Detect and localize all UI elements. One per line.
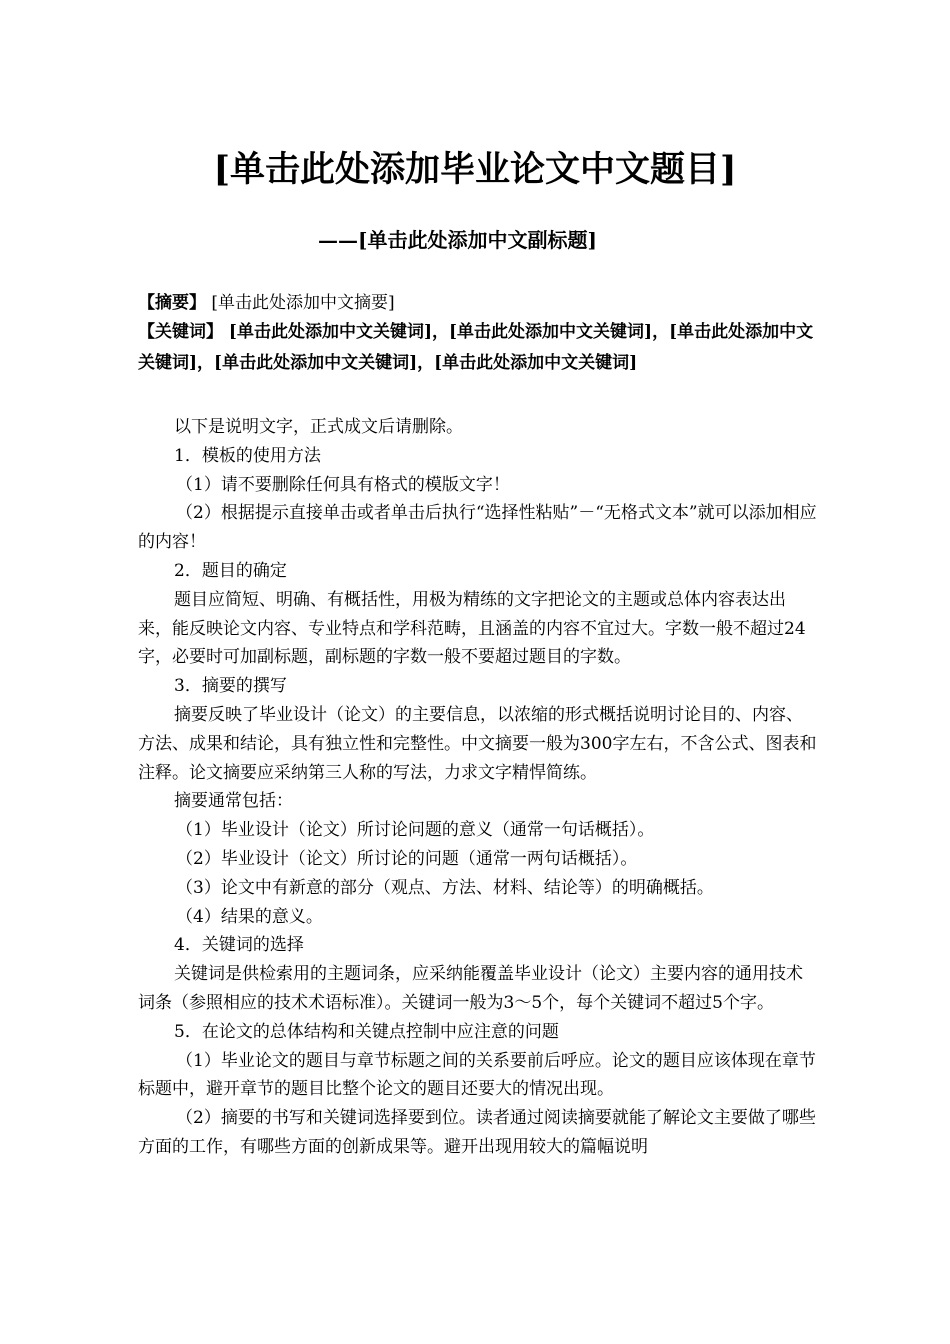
keywords-text[interactable]: [单击此处添加中文关键词]，[单击此处添加中文关键词]，[单击此处添加中文关键词]，[单击此处添加中文关键词]，[单击此处添加中文关键词] [138,322,814,373]
abstract-section [138,288,818,319]
list-item: （3）论文中有新意的部分（观点、方法、材料、结论等）的明确概括。 [176,877,714,898]
page-title[interactable]: [单击此处添加毕业论文中文题目] [213,149,737,190]
page-subtitle[interactable]: ——[单击此处添加中文副标题] [318,228,597,252]
abstract-label: 【摘要】 [138,293,206,313]
list-item: （1）毕业设计（论文）所讨论问题的意义（通常一句话概括）。 [176,820,655,841]
list-item: （4）结果的意义。 [176,906,323,927]
body-paragraph: 摘要通常包括： [174,791,293,812]
list-item: （2）毕业设计（论文）所讨论的问题（通常一两句话概括）。 [176,848,638,869]
intro-paragraph: 以下是说明文字，正式成文后请删除。 [174,417,463,437]
keywords-label: 【关键词】 [138,322,223,342]
body-paragraph: 题目应简短、明确、有概括性，用极为精练的文字把论文的主题或总体内容表达出来，能反映论文内容、专业特点和学科范畴，且涵盖的内容不宜过大。字数一般不超过24字，必要时可加副标题，副标题的字数一般不要超过题目的字数。 [138,589,806,668]
list-item: （2）摘要的书写和关键词选择要到位。读者通过阅读摘要就能了解论文主要做了哪些方面的工作，有哪些方面的创新成果等。避开出现用较大的篇幅说明 [138,1108,816,1157]
section-heading: 4．关键词的选择 [174,935,304,956]
section-heading: 3．摘要的撰写 [174,676,287,697]
body-paragraph: 摘要反映了毕业设计（论文）的主要信息，以浓缩的形式概括说明讨论目的、内容、方法、成果和结论，具有独立性和完整性。中文摘要一般为300字左右，不含公式、图表和注释。论文摘要应采纳第三人称的写法，力求文字精悍简练。 [138,704,817,783]
keywords-section [138,317,818,379]
list-item: （1）请不要删除任何具有格式的模版文字！ [176,474,510,495]
list-item: （2）根据提示直接单击或者单击后执行“选择性粘贴”－“无格式文本”就可以添加相应的内容！ [138,503,817,553]
list-item: （1）毕业论文的题目与章节标题之间的关系要前后呼应。论文的题目应该体现在章节标题中，避开章节的题目比整个论文的题目还要大的情况出现。 [138,1050,816,1100]
body-paragraph: 关键词是供检索用的主题词条，应采纳能覆盖毕业设计（论文）主要内容的通用技术词条（参照相应的技术术语标准）。关键词一般为3～5个，每个关键词不超过5个字。 [138,964,803,1013]
abstract-text[interactable]: [单击此处添加中文摘要] [211,293,395,313]
instructions-body [138,413,818,1162]
section-heading: 2．题目的确定 [174,560,287,581]
section-heading: 5．在论文的总体结构和关键点控制中应注意的问题 [174,1021,559,1042]
section-heading: 1．模板的使用方法 [174,445,321,466]
